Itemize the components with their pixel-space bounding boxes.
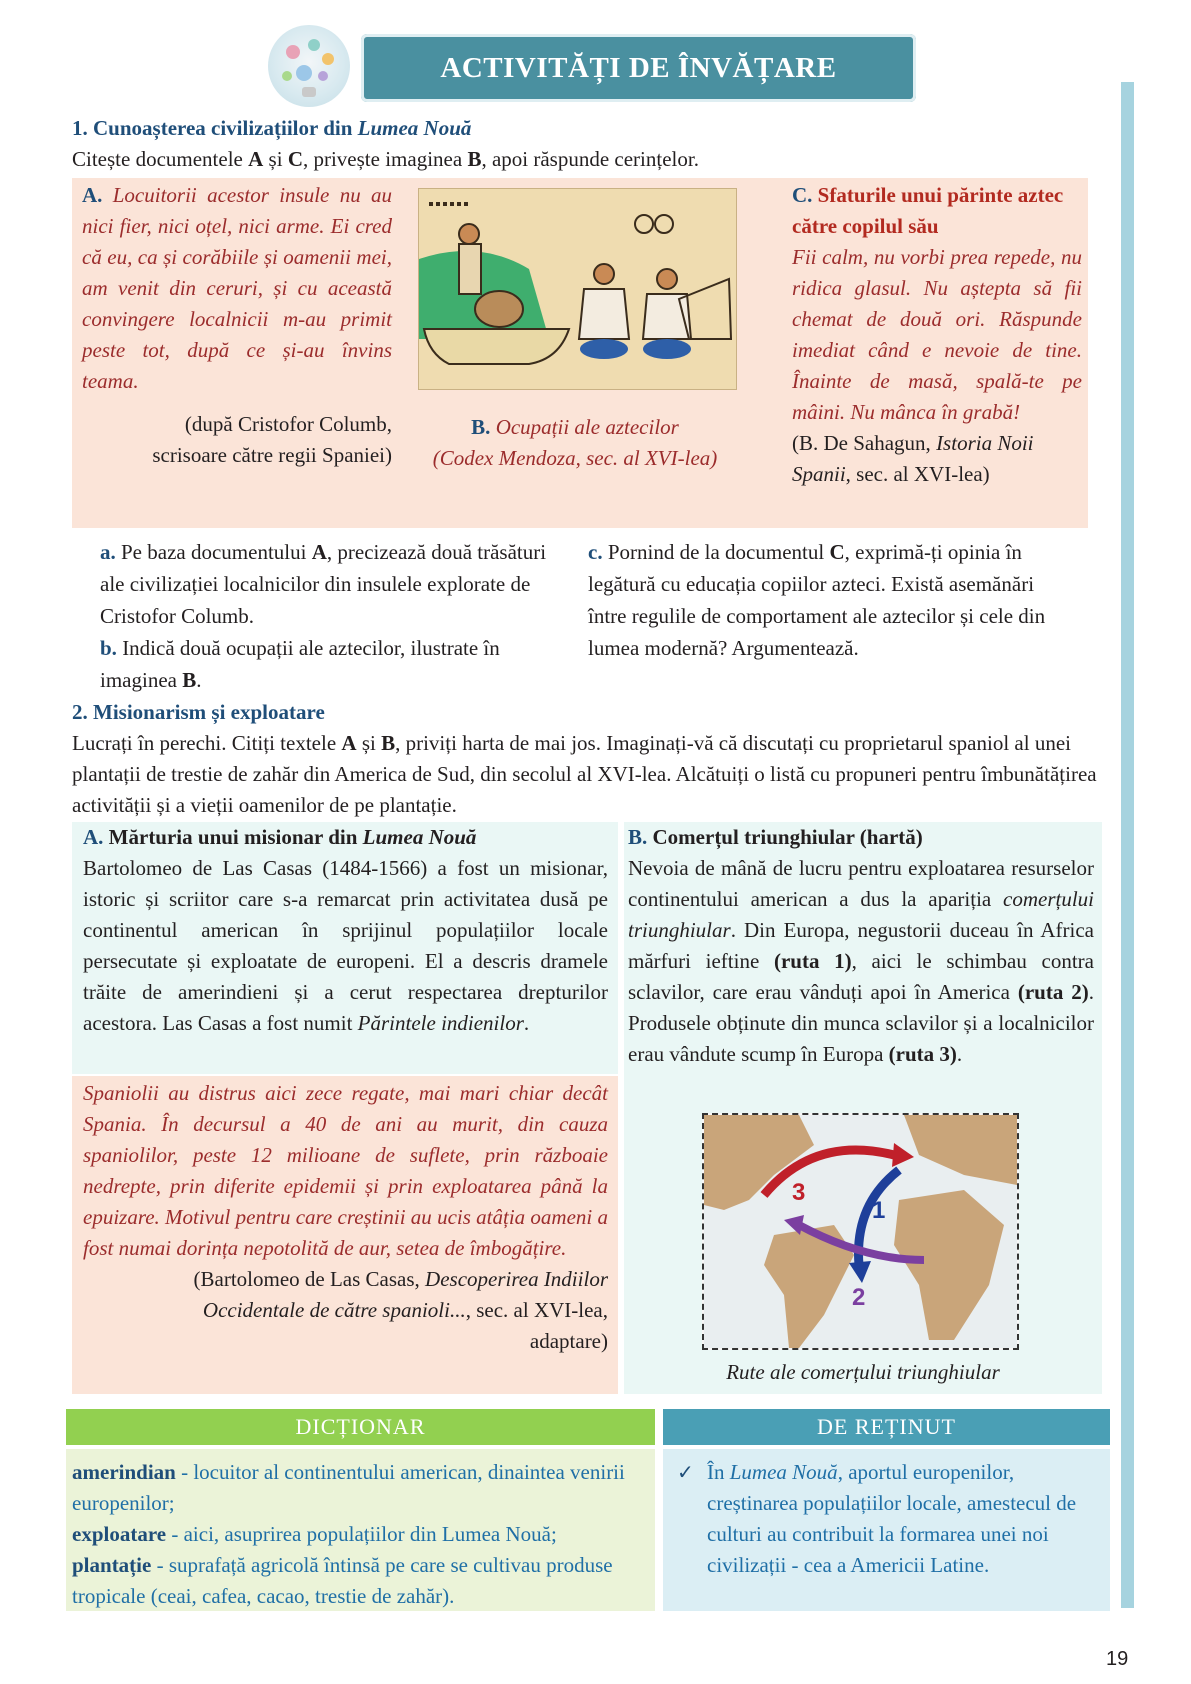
question-a: a. Pe baza documentului A, precizează două trăsături ale civilizației localnicilor din insulele explorate de Cristofor Columb.: [100, 540, 547, 628]
document-a-source: (după Cristofor Columb, scrisoare către regii Spaniei): [152, 412, 392, 467]
route-3-number: 3: [792, 1179, 806, 1206]
document-c-text: Fii calm, nu vorbi prea repede, nu ridica glasul. Nu aștepta să fii chemat de două ori. Răspunde imediat când e nevoie de tine. Înainte de masă, spală-te pe mâini. Nu mânca în grabă!: [792, 245, 1082, 424]
las-casas-source: (Bartolomeo de Las Casas, Descoperirea Indiilor Occidentale de către spanioli..., sec. al XVI-lea, adaptare): [193, 1267, 608, 1353]
lightbulb-logo-icon: [268, 25, 350, 107]
document-2b-title: B. Comerțul triunghiular (hartă): [628, 825, 923, 849]
dictionary-header: DICȚIONAR: [66, 1409, 655, 1445]
section-header: [361, 34, 916, 102]
checkmark-icon: ✓: [677, 1460, 694, 1484]
route-1-number: 1: [872, 1197, 886, 1224]
document-2b-text: Nevoia de mână de lucru pentru exploatarea resurselor continentului american a dus la apariția comerțului triunghiular. Din Europa, negustorii duceau în Africa mărfuri ieftine (ruta 1), aici le schimbau contra sclavilor, care erau vânduți apoi în America (ruta 2). Produsele obținute din munca sclavilor și a localnicilor erau vândute scump în Europa (ruta 3).: [628, 856, 1095, 1066]
section2-intro: Lucrați în perechi. Citiți textele A și B, priviți harta de mai jos. Imaginați-vă că discutați cu proprietarul spaniol al unei plantații de trestie de zahăr din America de Sud, din secolul al XVI-lea. Alcătuiți o listă cu propuneri pentru îmbunătățirea activității și a vieții oamenilor de pe plantație.: [72, 731, 1097, 817]
document-2a-title: A. Mărturia unui misionar din Lumea Nouă: [83, 825, 477, 849]
map-caption: Rute ale comerțului triunghiular: [726, 1360, 1000, 1384]
section1-title: 1. Cunoașterea civilizațiilor din Lumea Nouă: [72, 116, 472, 140]
remember-header: DE REȚINUT: [663, 1409, 1110, 1445]
document-a-text: A. Locuitorii acestor insule nu au nici fier, nici oțel, nici arme. Ei cred că eu, ca și corăbiile și oamenii mei, am venit din ceruri, și cu această convingere localnicii m-au primit peste tot, după ce și-au învins teama.: [82, 183, 393, 393]
page-number: 19: [1106, 1648, 1129, 1670]
document-2a: [83, 822, 608, 1039]
document-2a-text: Bartolomeo de Las Casas (1484-1566) a fost un misionar, istoric și scriitor care s-a remarcat prin activitatea dusă pe continentul american în sprijinul populațiilor locale persecutate și exploatate de europeni. El a descris dramele trăite de amerindieni și a cerut respectarea drepturilor acestora. Las Casas a fost numit Părintele indienilor.: [83, 856, 608, 1035]
document-c: [792, 180, 1082, 490]
dictionary-entry: exploatare - aici, asuprirea populațiilor din Lumea Nouă;: [72, 1522, 557, 1546]
document-c-title: C. Sfaturile unui părinte aztec către copilul său: [792, 183, 1064, 238]
question-c: c. Pornind de la documentul C, exprimă-ți opinia în legătură cu educația copiilor azteci. Există asemănări între regulile de comportament ale aztecilor și cele din lumea modernă? Argumentează.: [588, 540, 1046, 660]
dictionary-entry: amerindian - locuitor al continentului american, dinaintea venirii europenilor;: [72, 1460, 625, 1515]
image-b-caption: B. Ocupații ale aztecilor (Codex Mendoza, sec. al XVI-lea): [432, 415, 718, 470]
page-title: ACTIVITĂȚI DE ÎNVĂȚARE: [440, 52, 837, 84]
question-b: b. Indică două ocupații ale aztecilor, ilustrate în imaginea B.: [100, 636, 500, 692]
section2-title: 2. Misionarism și exploatare: [72, 700, 325, 724]
codex-mendoza-image: [418, 188, 737, 390]
document-c-source: (B. De Sahagun, Istoria Noii Spanii, sec. al XVI-lea): [792, 431, 1034, 486]
dictionary-box: [66, 1449, 655, 1611]
side-decoration-bar: [1121, 82, 1134, 1608]
dictionary-entry: plantație - suprafață agricolă întinsă pe care se cultivau produse tropicale (ceai, cafea, cacao, trestie de zahăr).: [72, 1553, 613, 1608]
las-casas-quote: Spaniolii au distrus aici zece regate, mai mari chiar decât Spania. În decursul a 40 de ani au murit, din cauza spaniolilor, peste 12 milioane de suflete, prin războaie nedrepte, prin diferite epidemii și prin exploatarea până la epuizare. Motivul pentru care creștinii au ucis atâția oameni a fost numai dorința nepotolită de aur, setea de îmbogățire. (Bartolomeo de Las Casas, Descoperirea Indiilor Occidentale de către spanioli..., sec. al XVI-lea, adaptare): [83, 1078, 608, 1357]
document-2b: [628, 822, 1094, 1070]
triangular-trade-map: [702, 1113, 1019, 1350]
route-2-number: 2: [852, 1284, 866, 1311]
document-a: [82, 180, 392, 471]
section1-intro: Citește documentele A și C, privește imaginea B, apoi răspunde cerințelor.: [72, 147, 699, 171]
remember-box: ✓ În Lumea Nouă, aportul europenilor, creștinarea populațiilor locale, amestecul de culturi au contribuit la formarea unei noi civilizații - cea a Americii Latine.: [663, 1449, 1110, 1611]
